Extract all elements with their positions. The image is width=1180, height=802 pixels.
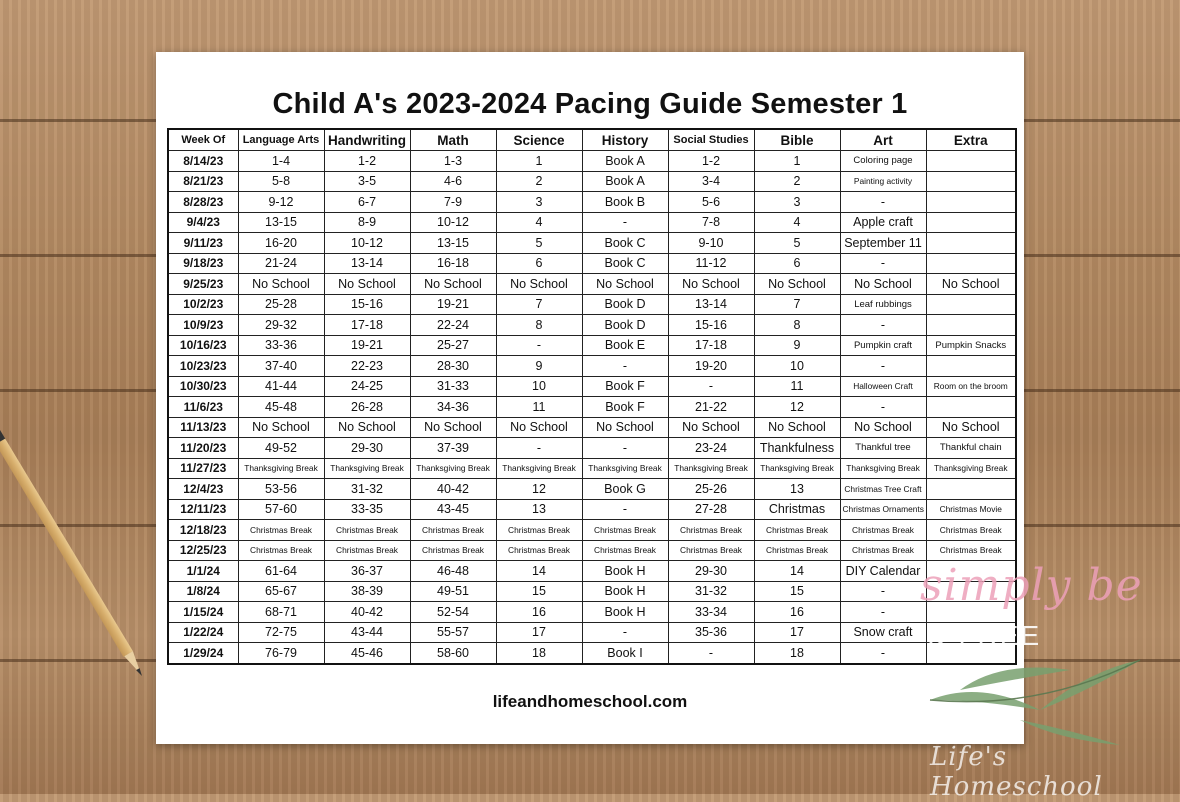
table-cell: 10-12 bbox=[324, 233, 410, 254]
table-cell: 72-75 bbox=[238, 622, 324, 643]
week-cell: 1/15/24 bbox=[168, 602, 238, 623]
table-cell: 35-36 bbox=[668, 622, 754, 643]
table-cell: No School bbox=[668, 274, 754, 295]
table-cell: 18 bbox=[754, 643, 840, 664]
table-cell: Christmas Break bbox=[496, 540, 582, 561]
table-cell: 3-5 bbox=[324, 171, 410, 192]
table-cell: - bbox=[840, 315, 926, 336]
table-cell: 38-39 bbox=[324, 581, 410, 602]
table-cell: Christmas Break bbox=[238, 520, 324, 541]
table-cell: Thanksgiving Break bbox=[496, 458, 582, 479]
table-cell: 13-15 bbox=[410, 233, 496, 254]
table-cell: 29-32 bbox=[238, 315, 324, 336]
week-cell: 11/6/23 bbox=[168, 397, 238, 418]
week-cell: 9/4/23 bbox=[168, 212, 238, 233]
table-cell: 34-36 bbox=[410, 397, 496, 418]
table-cell: Christmas Tree Craft bbox=[840, 479, 926, 500]
table-cell: - bbox=[840, 602, 926, 623]
table-cell: Christmas Break bbox=[324, 520, 410, 541]
table-cell: Thanksgiving Break bbox=[582, 458, 668, 479]
column-header: Science bbox=[496, 129, 582, 151]
table-cell: 49-51 bbox=[410, 581, 496, 602]
table-cell: September 11 bbox=[840, 233, 926, 254]
table-cell: - bbox=[840, 397, 926, 418]
table-cell: 3-4 bbox=[668, 171, 754, 192]
table-cell: 31-32 bbox=[668, 581, 754, 602]
table-cell: 41-44 bbox=[238, 376, 324, 397]
table-cell: No School bbox=[410, 417, 496, 438]
table-cell: 22-23 bbox=[324, 356, 410, 377]
table-cell: Book I bbox=[582, 643, 668, 664]
table-cell: Pumpkin Snacks bbox=[926, 335, 1016, 356]
table-cell: Pumpkin craft bbox=[840, 335, 926, 356]
week-cell: 12/4/23 bbox=[168, 479, 238, 500]
table-cell: Book E bbox=[582, 335, 668, 356]
table-cell: 8 bbox=[754, 315, 840, 336]
table-cell: Thanksgiving Break bbox=[238, 458, 324, 479]
table-cell: 19-21 bbox=[410, 294, 496, 315]
table-cell: Thankful chain bbox=[926, 438, 1016, 459]
table-cell: Book G bbox=[582, 479, 668, 500]
table-cell: 33-34 bbox=[668, 602, 754, 623]
week-cell: 1/8/24 bbox=[168, 581, 238, 602]
table-cell: 3 bbox=[754, 192, 840, 213]
table-cell: 13-14 bbox=[668, 294, 754, 315]
page-title: Child A's 2023-2024 Pacing Guide Semester 1 bbox=[272, 88, 908, 120]
table-cell: 12 bbox=[754, 397, 840, 418]
table-cell: Snow craft bbox=[840, 622, 926, 643]
table-row bbox=[168, 479, 1016, 500]
table-cell: 10 bbox=[754, 356, 840, 377]
table-cell: Christmas Break bbox=[496, 520, 582, 541]
table-row bbox=[168, 356, 1016, 377]
table-row bbox=[168, 643, 1016, 664]
table-cell: 58-60 bbox=[410, 643, 496, 664]
table-cell: 40-42 bbox=[324, 602, 410, 623]
table-cell: - bbox=[840, 253, 926, 274]
table-cell: 16 bbox=[754, 602, 840, 623]
table-cell: 15-16 bbox=[668, 315, 754, 336]
table-body bbox=[168, 151, 1016, 664]
table-cell: 16 bbox=[496, 602, 582, 623]
table-cell: 28-30 bbox=[410, 356, 496, 377]
week-cell: 12/18/23 bbox=[168, 520, 238, 541]
table-cell: 18 bbox=[496, 643, 582, 664]
table-cell: No School bbox=[754, 274, 840, 295]
leaves-decoration bbox=[920, 650, 1160, 750]
table-cell: Thanksgiving Break bbox=[840, 458, 926, 479]
table-cell: - bbox=[582, 212, 668, 233]
table-row bbox=[168, 212, 1016, 233]
table-cell: Book B bbox=[582, 192, 668, 213]
table-cell: 9 bbox=[754, 335, 840, 356]
table-cell: - bbox=[840, 643, 926, 664]
table-cell: 19-21 bbox=[324, 335, 410, 356]
table-cell: 53-56 bbox=[238, 479, 324, 500]
week-cell: 1/29/24 bbox=[168, 643, 238, 664]
table-cell: 33-35 bbox=[324, 499, 410, 520]
table-cell: Christmas bbox=[754, 499, 840, 520]
week-cell: 9/18/23 bbox=[168, 253, 238, 274]
table-cell: 1-4 bbox=[238, 151, 324, 172]
column-header: Extra bbox=[926, 129, 1016, 151]
table-cell: 7-9 bbox=[410, 192, 496, 213]
table-row bbox=[168, 561, 1016, 582]
table-cell: - bbox=[668, 376, 754, 397]
table-cell: 68-71 bbox=[238, 602, 324, 623]
table-cell: Christmas Break bbox=[668, 520, 754, 541]
table-cell: No School bbox=[926, 417, 1016, 438]
table-cell: Halloween Craft bbox=[840, 376, 926, 397]
table-cell: - bbox=[582, 356, 668, 377]
week-cell: 9/11/23 bbox=[168, 233, 238, 254]
table-cell bbox=[926, 192, 1016, 213]
pacing-table bbox=[167, 128, 1017, 665]
table-cell: 19-20 bbox=[668, 356, 754, 377]
table-cell: 9-10 bbox=[668, 233, 754, 254]
table-cell: 16-18 bbox=[410, 253, 496, 274]
table-cell: 11-12 bbox=[668, 253, 754, 274]
table-row bbox=[168, 192, 1016, 213]
table-cell: Christmas Break bbox=[582, 520, 668, 541]
table-cell: Book C bbox=[582, 233, 668, 254]
table-cell: 55-57 bbox=[410, 622, 496, 643]
table-cell: 1 bbox=[754, 151, 840, 172]
table-cell: No School bbox=[238, 417, 324, 438]
table-row bbox=[168, 294, 1016, 315]
column-header: History bbox=[582, 129, 668, 151]
column-header: Handwriting bbox=[324, 129, 410, 151]
table-cell: 2 bbox=[754, 171, 840, 192]
table-cell: - bbox=[582, 438, 668, 459]
pacing-guide-sheet bbox=[156, 52, 1024, 744]
column-header: Week Of bbox=[168, 129, 238, 151]
table-cell: Thankful tree bbox=[840, 438, 926, 459]
table-cell: 40-42 bbox=[410, 479, 496, 500]
table-cell bbox=[926, 356, 1016, 377]
table-row bbox=[168, 151, 1016, 172]
table-cell bbox=[926, 315, 1016, 336]
table-row bbox=[168, 499, 1016, 520]
week-cell: 1/22/24 bbox=[168, 622, 238, 643]
table-cell: 14 bbox=[754, 561, 840, 582]
table-cell: Christmas Break bbox=[668, 540, 754, 561]
week-cell: 9/25/23 bbox=[168, 274, 238, 295]
table-cell: 1-3 bbox=[410, 151, 496, 172]
table-cell: DIY Calendar bbox=[840, 561, 926, 582]
table-cell: 13 bbox=[496, 499, 582, 520]
week-cell: 8/28/23 bbox=[168, 192, 238, 213]
table-cell: Room on the broom bbox=[926, 376, 1016, 397]
table-cell: 13 bbox=[754, 479, 840, 500]
table-cell: Thanksgiving Break bbox=[926, 458, 1016, 479]
table-cell: 43-44 bbox=[324, 622, 410, 643]
table-cell: Book A bbox=[582, 151, 668, 172]
week-cell: 11/20/23 bbox=[168, 438, 238, 459]
table-cell: Thanksgiving Break bbox=[668, 458, 754, 479]
week-cell: 12/11/23 bbox=[168, 499, 238, 520]
table-cell: 49-52 bbox=[238, 438, 324, 459]
table-cell bbox=[926, 253, 1016, 274]
table-cell: 4 bbox=[496, 212, 582, 233]
week-cell: 10/16/23 bbox=[168, 335, 238, 356]
table-cell: - bbox=[668, 643, 754, 664]
table-cell: No School bbox=[582, 274, 668, 295]
table-cell: 5-8 bbox=[238, 171, 324, 192]
table-cell: Christmas Break bbox=[582, 540, 668, 561]
week-cell: 8/14/23 bbox=[168, 151, 238, 172]
table-cell: 11 bbox=[754, 376, 840, 397]
table-cell: Christmas Break bbox=[754, 520, 840, 541]
table-cell: Christmas Break bbox=[410, 520, 496, 541]
table-cell: No School bbox=[668, 417, 754, 438]
table-cell: 33-36 bbox=[238, 335, 324, 356]
table-row bbox=[168, 376, 1016, 397]
table-cell bbox=[926, 151, 1016, 172]
table-cell: 12 bbox=[496, 479, 582, 500]
week-cell: 10/2/23 bbox=[168, 294, 238, 315]
table-cell: 6 bbox=[496, 253, 582, 274]
table-cell: 3 bbox=[496, 192, 582, 213]
table-row bbox=[168, 274, 1016, 295]
column-header: Language Arts bbox=[238, 129, 324, 151]
table-row bbox=[168, 233, 1016, 254]
table-cell: - bbox=[582, 499, 668, 520]
table-cell: No School bbox=[496, 274, 582, 295]
table-cell bbox=[926, 479, 1016, 500]
table-cell: 17-18 bbox=[668, 335, 754, 356]
week-cell: 10/9/23 bbox=[168, 315, 238, 336]
table-row bbox=[168, 622, 1016, 643]
table-cell: Christmas Break bbox=[840, 520, 926, 541]
table-cell: 61-64 bbox=[238, 561, 324, 582]
table-cell: Christmas Break bbox=[238, 540, 324, 561]
table-cell: Painting activity bbox=[840, 171, 926, 192]
table-cell: 45-48 bbox=[238, 397, 324, 418]
table-cell: - bbox=[840, 581, 926, 602]
table-cell bbox=[926, 171, 1016, 192]
table-cell: - bbox=[582, 622, 668, 643]
table-cell: 17 bbox=[496, 622, 582, 643]
table-cell: No School bbox=[496, 417, 582, 438]
table-cell: Christmas Break bbox=[324, 540, 410, 561]
table-cell: Christmas Break bbox=[840, 540, 926, 561]
table-cell: - bbox=[840, 356, 926, 377]
table-cell bbox=[926, 294, 1016, 315]
table-cell: No School bbox=[840, 417, 926, 438]
footer-url: lifeandhomeschool.com bbox=[492, 692, 688, 711]
table-cell: 7-8 bbox=[668, 212, 754, 233]
table-cell: Book D bbox=[582, 315, 668, 336]
table-cell: 45-46 bbox=[324, 643, 410, 664]
table-cell: Book F bbox=[582, 397, 668, 418]
column-header: Social Studies bbox=[668, 129, 754, 151]
table-cell: No School bbox=[926, 274, 1016, 295]
week-cell: 12/25/23 bbox=[168, 540, 238, 561]
table-cell: 14 bbox=[496, 561, 582, 582]
table-cell: - bbox=[496, 335, 582, 356]
table-cell: Thanksgiving Break bbox=[410, 458, 496, 479]
table-cell: 5-6 bbox=[668, 192, 754, 213]
table-cell: 9-12 bbox=[238, 192, 324, 213]
table-cell: Apple craft bbox=[840, 212, 926, 233]
table-cell: 76-79 bbox=[238, 643, 324, 664]
table-cell: No School bbox=[840, 274, 926, 295]
table-cell: 31-33 bbox=[410, 376, 496, 397]
table-cell: 11 bbox=[496, 397, 582, 418]
table-cell: 15 bbox=[754, 581, 840, 602]
week-cell: 10/23/23 bbox=[168, 356, 238, 377]
table-cell: No School bbox=[324, 274, 410, 295]
table-cell: Christmas Break bbox=[926, 540, 1016, 561]
table-cell: 21-22 bbox=[668, 397, 754, 418]
week-cell: 10/30/23 bbox=[168, 376, 238, 397]
table-cell: Thanksgiving Break bbox=[324, 458, 410, 479]
table-cell: Book D bbox=[582, 294, 668, 315]
table-cell: 10-12 bbox=[410, 212, 496, 233]
table-cell: 15-16 bbox=[324, 294, 410, 315]
table-cell: 27-28 bbox=[668, 499, 754, 520]
table-cell: 65-67 bbox=[238, 581, 324, 602]
table-cell: 43-45 bbox=[410, 499, 496, 520]
table-cell: 8-9 bbox=[324, 212, 410, 233]
table-cell bbox=[926, 397, 1016, 418]
pencil bbox=[0, 430, 149, 684]
table-cell: 23-24 bbox=[668, 438, 754, 459]
table-cell: Christmas Break bbox=[754, 540, 840, 561]
table-cell: Leaf rubbings bbox=[840, 294, 926, 315]
table-cell: No School bbox=[754, 417, 840, 438]
table-row bbox=[168, 417, 1016, 438]
table-cell: Coloring page bbox=[840, 151, 926, 172]
watermark-brand: Life's Homeschool bbox=[930, 742, 1103, 802]
table-cell: 17 bbox=[754, 622, 840, 643]
table-row bbox=[168, 315, 1016, 336]
table-cell: Christmas Break bbox=[926, 520, 1016, 541]
week-cell: 8/21/23 bbox=[168, 171, 238, 192]
table-cell: 21-24 bbox=[238, 253, 324, 274]
table-cell: 4-6 bbox=[410, 171, 496, 192]
column-header: Art bbox=[840, 129, 926, 151]
table-row bbox=[168, 520, 1016, 541]
table-cell: 29-30 bbox=[668, 561, 754, 582]
table-cell: - bbox=[496, 438, 582, 459]
table-cell: 26-28 bbox=[324, 397, 410, 418]
week-cell: 1/1/24 bbox=[168, 561, 238, 582]
table-row bbox=[168, 438, 1016, 459]
column-header: Bible bbox=[754, 129, 840, 151]
table-cell: 5 bbox=[754, 233, 840, 254]
table-row bbox=[168, 253, 1016, 274]
table-cell: 36-37 bbox=[324, 561, 410, 582]
column-header: Math bbox=[410, 129, 496, 151]
table-cell: Book C bbox=[582, 253, 668, 274]
table-cell: 22-24 bbox=[410, 315, 496, 336]
week-cell: 11/13/23 bbox=[168, 417, 238, 438]
table-cell: No School bbox=[410, 274, 496, 295]
table-cell: Christmas Movie bbox=[926, 499, 1016, 520]
table-cell: 17-18 bbox=[324, 315, 410, 336]
table-row bbox=[168, 397, 1016, 418]
table-cell: 9 bbox=[496, 356, 582, 377]
table-cell: 37-39 bbox=[410, 438, 496, 459]
table-cell: 25-28 bbox=[238, 294, 324, 315]
table-cell: 57-60 bbox=[238, 499, 324, 520]
table-cell: 25-26 bbox=[668, 479, 754, 500]
table-cell: Book A bbox=[582, 171, 668, 192]
table-cell: 37-40 bbox=[238, 356, 324, 377]
table-cell: 7 bbox=[496, 294, 582, 315]
table-cell: Christmas Ornaments bbox=[840, 499, 926, 520]
table-cell: 6-7 bbox=[324, 192, 410, 213]
table-cell: 2 bbox=[496, 171, 582, 192]
table-cell: No School bbox=[324, 417, 410, 438]
table-cell: 4 bbox=[754, 212, 840, 233]
table-cell: 15 bbox=[496, 581, 582, 602]
table-cell: Book F bbox=[582, 376, 668, 397]
table-cell: 7 bbox=[754, 294, 840, 315]
table-cell: 24-25 bbox=[324, 376, 410, 397]
table-cell: 8 bbox=[496, 315, 582, 336]
table-cell: 1-2 bbox=[668, 151, 754, 172]
watermark-free: & FREE bbox=[928, 620, 1042, 651]
table-cell: Christmas Break bbox=[410, 540, 496, 561]
table-cell: 6 bbox=[754, 253, 840, 274]
table-cell: Book H bbox=[582, 561, 668, 582]
table-row bbox=[168, 540, 1016, 561]
table-cell: Thanksgiving Break bbox=[754, 458, 840, 479]
table-header-row bbox=[168, 129, 1016, 151]
table-cell: 1 bbox=[496, 151, 582, 172]
table-cell: 29-30 bbox=[324, 438, 410, 459]
table-row bbox=[168, 335, 1016, 356]
table-cell: No School bbox=[238, 274, 324, 295]
table-row bbox=[168, 171, 1016, 192]
watermark-script: simply be bbox=[920, 560, 1143, 611]
table-cell bbox=[926, 212, 1016, 233]
table-cell: 5 bbox=[496, 233, 582, 254]
table-cell: 13-15 bbox=[238, 212, 324, 233]
table-cell: - bbox=[840, 192, 926, 213]
table-cell: Thankfulness bbox=[754, 438, 840, 459]
table-cell: 46-48 bbox=[410, 561, 496, 582]
table-cell: 52-54 bbox=[410, 602, 496, 623]
table-cell: Book H bbox=[582, 602, 668, 623]
table-cell: 31-32 bbox=[324, 479, 410, 500]
table-cell bbox=[926, 233, 1016, 254]
table-cell: 16-20 bbox=[238, 233, 324, 254]
table-cell: 13-14 bbox=[324, 253, 410, 274]
table-cell: 10 bbox=[496, 376, 582, 397]
table-cell: Book H bbox=[582, 581, 668, 602]
table-row bbox=[168, 458, 1016, 479]
week-cell: 11/27/23 bbox=[168, 458, 238, 479]
table-cell: 1-2 bbox=[324, 151, 410, 172]
table-cell: No School bbox=[582, 417, 668, 438]
table-cell: 25-27 bbox=[410, 335, 496, 356]
table-row bbox=[168, 581, 1016, 602]
table-row bbox=[168, 602, 1016, 623]
